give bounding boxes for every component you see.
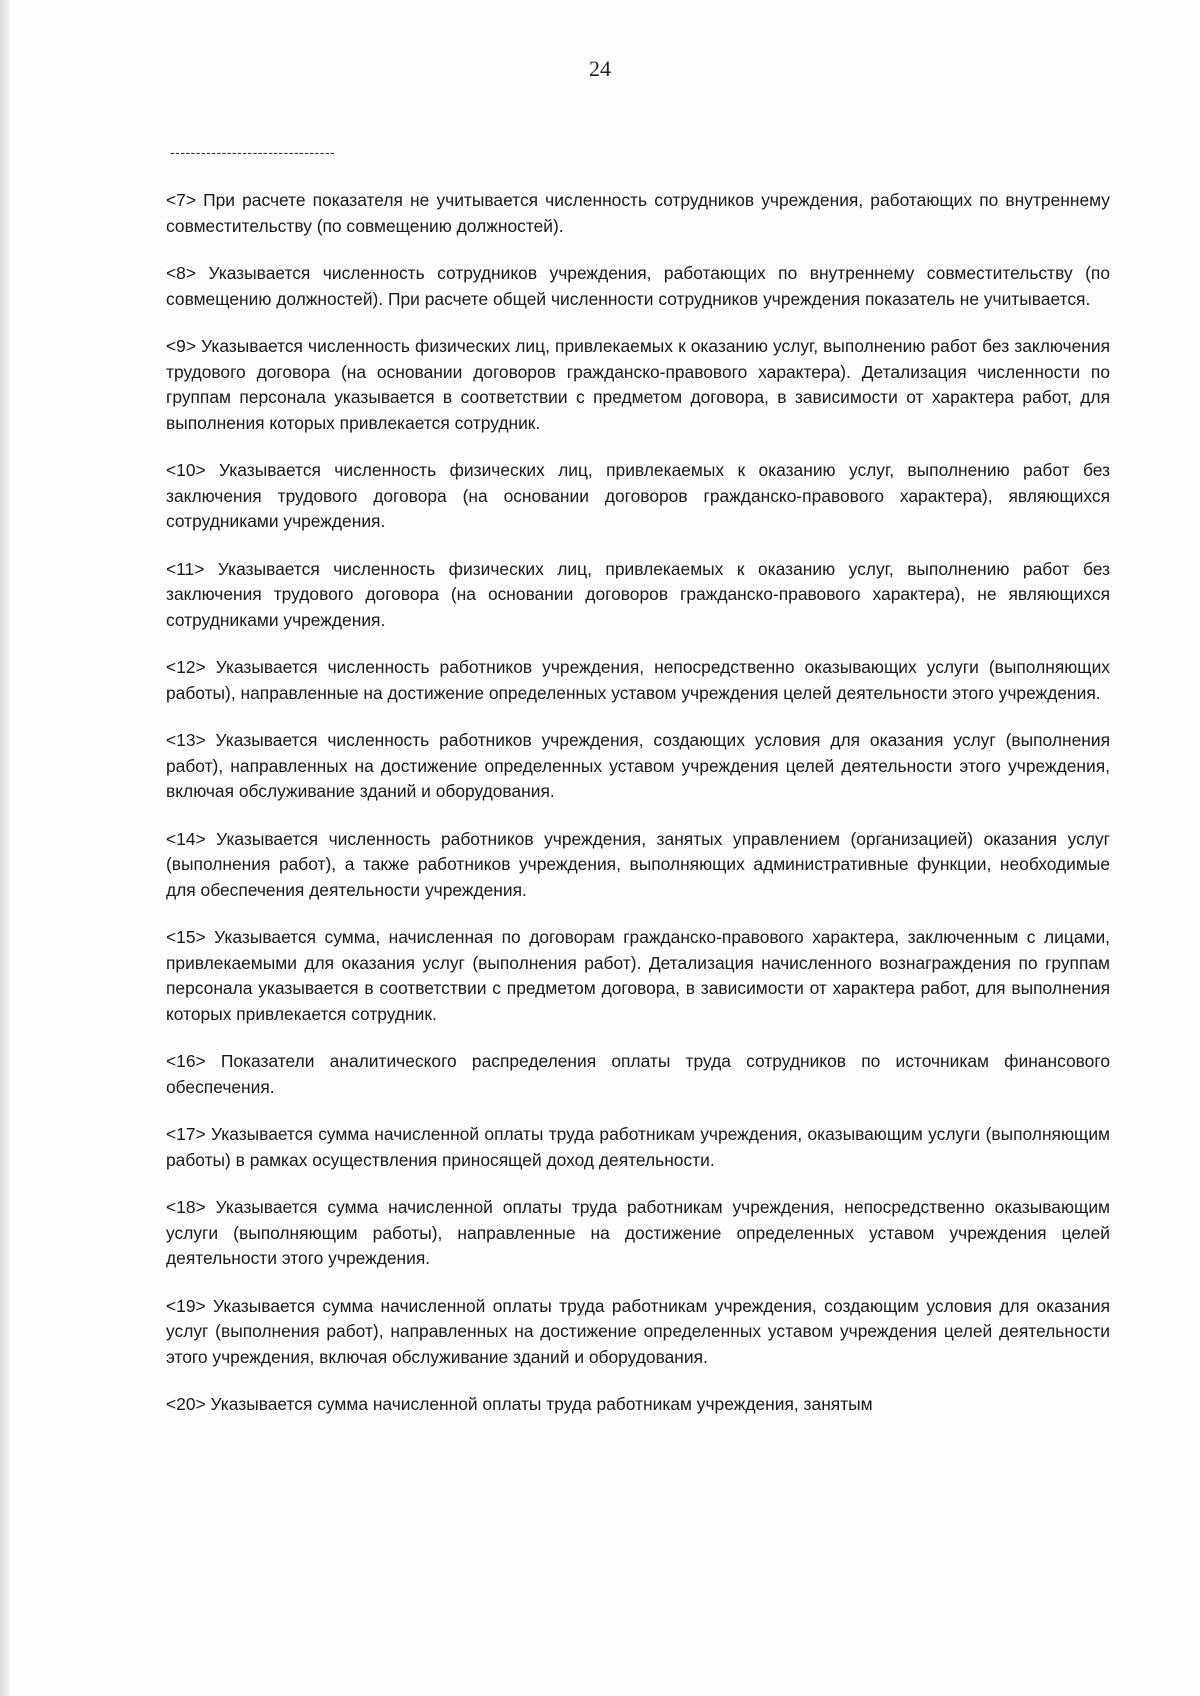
footnote-15: <15> Указывается сумма, начисленная по договорам гражданско-правового характера, заключенным с лицами, привлекаемыми для оказания услуг (выполнения работ). Детализация начисленного вознаграждения по группам персонала указывается в соответствии с предметом договора, в зависимости от характера работ, для выполнения которых привлекается сотрудник.: [166, 927, 1110, 1024]
footnote-7: <7> При расчете показателя не учитывается численность сотрудников учреждения, работающих по внутреннему совместительству (по совмещению должностей).: [166, 190, 1110, 236]
footnote-12: <12> Указывается численность работников учреждения, непосредственно оказывающих услуги (выполняющих работы), направленные на достижение определенных уставом учреждения целей деятельности этого учреждения.: [166, 657, 1110, 703]
footnote-10: <10> Указывается численность физических лиц, привлекаемых к оказанию услуг, выполнению работ без заключения трудового договора (на основании договоров гражданско-правового характера), являющихся сотрудниками учреждения.: [166, 460, 1110, 531]
scan-edge: [0, 0, 10, 1696]
footnote-8: <8> Указывается численность сотрудников учреждения, работающих по внутреннему совместительству (по совмещению должностей). При расчете общей численности сотрудников учреждения показатель не учитывается.: [166, 263, 1110, 309]
footnotes-list: [166, 188, 1110, 1440]
page-number: 24: [589, 56, 611, 81]
footnote-16: <16> Показатели аналитического распределения оплаты труда сотрудников по источникам финансового обеспечения.: [166, 1051, 1110, 1097]
footnote-9: <9> Указывается численность физических лиц, привлекаемых к оказанию услуг, выполнению работ без заключения трудового договора (на основании договоров гражданско-правового характера). Детализация численности по группам персонала указывается в соответствии с предметом договора, в зависимости от характера работ, для выполнения которых привлекается сотрудник.: [166, 336, 1110, 433]
footnote-13: <13> Указывается численность работников учреждения, создающих условия для оказания услуг (выполнения работ), направленных на достижение определенных уставом учреждения целей деятельности этого учреждения, включая обслуживание зданий и оборудования.: [166, 730, 1110, 801]
footnote-19: <19> Указывается сумма начисленной оплаты труда работникам учреждения, создающим условия для оказания услуг (выполнения работ), направленных на достижение определенных уставом учреждения целей деятельности этого учреждения, включая обслуживание зданий и оборудования.: [166, 1295, 1110, 1367]
footnote-20: <20> Указывается сумма начисленной оплаты труда работникам учреждения, занятым: [166, 1394, 873, 1414]
footnote-separator: --------------------------------: [170, 144, 336, 160]
footnote-11: <11> Указывается численность физических лиц, привлекаемых к оказанию услуг, выполнению работ без заключения трудового договора (на основании договоров гражданско-правового характера), не являющихся сотрудниками учреждения.: [166, 558, 1110, 630]
footnote-18: <18> Указывается сумма начисленной оплаты труда работникам учреждения, непосредственно оказывающим услуги (выполняющим работы), направленные на достижение определенных уставом учреждения целей деятельности этого учреждения.: [166, 1197, 1110, 1268]
footnote-17: <17> Указывается сумма начисленной оплаты труда работникам учреждения, оказывающим услуги (выполняющим работы) в рамках осуществления приносящей доход деятельности.: [166, 1124, 1110, 1170]
footnote-14: <14> Указывается численность работников учреждения, занятых управлением (организацией) оказания услуг (выполнения работ), а также работников учреждения, выполняющих административные функции, необходимые для обеспечения деятельности учреждения.: [166, 828, 1110, 900]
